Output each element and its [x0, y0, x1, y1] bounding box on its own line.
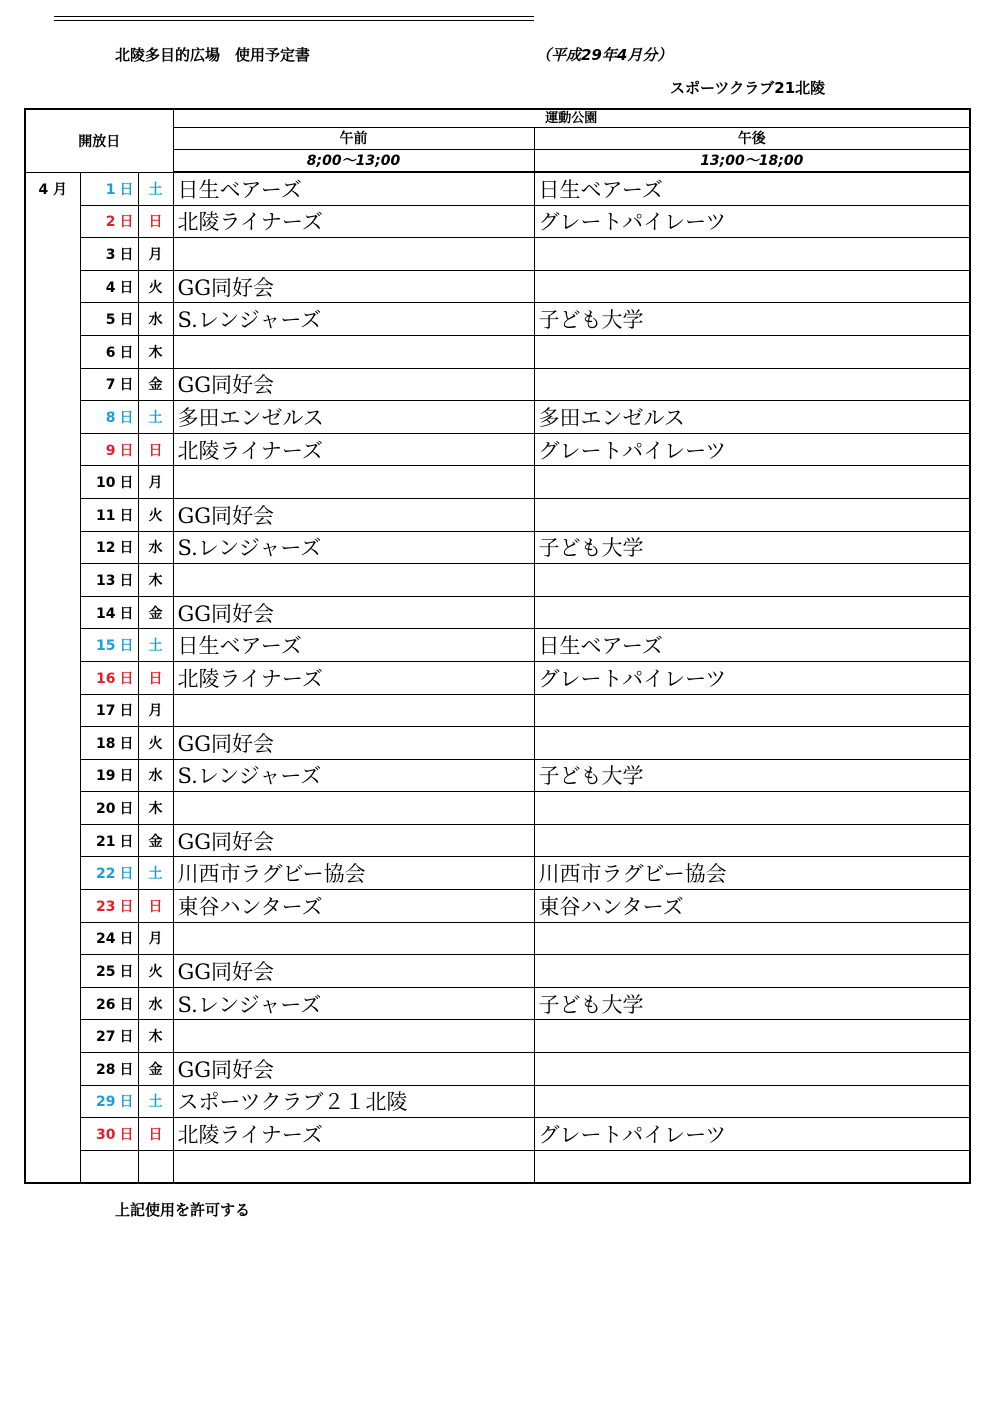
- am-activity-cell: 東谷ハンターズ: [173, 890, 534, 923]
- pm-activity-cell: [534, 792, 970, 825]
- document-title: 北陵多目的広場 使用予定書: [115, 46, 311, 64]
- am-activity-cell: S.レンジャーズ: [173, 531, 534, 564]
- day-number: 15: [96, 638, 116, 655]
- table-row: [25, 564, 970, 597]
- pm-activity-cell: 子ども大学: [534, 987, 970, 1020]
- table-row: [25, 433, 970, 466]
- day-number: 12: [96, 540, 116, 557]
- am-activity-cell: GG同好会: [173, 498, 534, 531]
- pm-activity-cell: [534, 1053, 970, 1086]
- day-number: 23: [96, 898, 116, 915]
- am-activity-cell: GG同好会: [173, 824, 534, 857]
- table-row: [25, 596, 970, 629]
- day-number: 11: [96, 507, 116, 524]
- day-suffix: 日: [119, 1094, 134, 1111]
- pm-activity-cell: [534, 596, 970, 629]
- day-suffix: 日: [119, 866, 134, 883]
- am-activity-cell: [173, 1150, 534, 1183]
- day-number-cell: [80, 1020, 138, 1053]
- am-time-header: 8;00～13;00: [173, 150, 534, 173]
- table-row: [25, 172, 970, 205]
- table-row: [25, 368, 970, 401]
- weekday-cell: 土: [138, 629, 173, 662]
- am-activity-cell: 日生ベアーズ: [173, 629, 534, 662]
- day-number: 9: [105, 442, 116, 459]
- table-row: [25, 270, 970, 303]
- am-activity-cell: 日生ベアーズ: [173, 172, 534, 205]
- weekday-cell: 月: [138, 466, 173, 499]
- day-number-cell: [80, 466, 138, 499]
- pm-activity-cell: 東谷ハンターズ: [534, 890, 970, 923]
- day-number: 13: [96, 572, 116, 589]
- am-activity-cell: [173, 466, 534, 499]
- am-activity-cell: GG同好会: [173, 596, 534, 629]
- weekday-cell: 日: [138, 1118, 173, 1151]
- schedule-table: [24, 108, 971, 1184]
- day-number-cell: [80, 824, 138, 857]
- pm-activity-cell: 子ども大学: [534, 303, 970, 336]
- pm-activity-cell: グレートパイレーツ: [534, 661, 970, 694]
- day-suffix: 日: [119, 931, 134, 948]
- day-number: 6: [105, 344, 116, 361]
- pm-time-header: 13;00～18;00: [534, 150, 970, 173]
- day-number: 21: [96, 833, 116, 850]
- am-header: 午前: [173, 128, 534, 150]
- day-number-cell: [80, 531, 138, 564]
- day-suffix: 日: [119, 638, 134, 655]
- day-number-cell: [80, 335, 138, 368]
- day-number-cell: [80, 172, 138, 205]
- day-suffix: 日: [119, 964, 134, 981]
- am-activity-cell: 川西市ラグビー協会: [173, 857, 534, 890]
- day-suffix: 日: [119, 540, 134, 557]
- day-number-cell: [80, 564, 138, 597]
- day-number: 2: [105, 214, 116, 231]
- table-row: [25, 955, 970, 988]
- day-number-cell: [80, 1118, 138, 1151]
- weekday-cell: 火: [138, 270, 173, 303]
- day-number: 27: [96, 1029, 116, 1046]
- table-row: [25, 857, 970, 890]
- weekday-cell: [138, 1150, 173, 1183]
- weekday-cell: 日: [138, 890, 173, 923]
- am-activity-cell: 北陵ライナーズ: [173, 661, 534, 694]
- day-suffix: 日: [119, 344, 134, 361]
- day-number-cell: [80, 433, 138, 466]
- table-row: [25, 890, 970, 923]
- day-suffix: 日: [119, 312, 134, 329]
- weekday-cell: 月: [138, 238, 173, 271]
- am-activity-cell: [173, 238, 534, 271]
- am-activity-cell: GG同好会: [173, 368, 534, 401]
- day-number: 14: [96, 605, 116, 622]
- weekday-cell: 火: [138, 955, 173, 988]
- day-suffix: 日: [119, 703, 134, 720]
- day-suffix: 日: [119, 279, 134, 296]
- day-suffix: 日: [119, 801, 134, 818]
- day-number-cell: [80, 238, 138, 271]
- day-suffix: 日: [119, 377, 134, 394]
- day-suffix: 日: [119, 605, 134, 622]
- am-activity-cell: GG同好会: [173, 1053, 534, 1086]
- pm-activity-cell: [534, 1085, 970, 1118]
- day-number: 10: [96, 475, 116, 492]
- weekday-cell: 月: [138, 922, 173, 955]
- day-suffix: 日: [119, 181, 134, 198]
- weekday-cell: 金: [138, 368, 173, 401]
- pm-activity-cell: [534, 335, 970, 368]
- day-number-cell: [80, 498, 138, 531]
- organization-name: スポーツクラブ21北陵: [670, 79, 826, 97]
- am-activity-cell: [173, 922, 534, 955]
- day-number: 16: [96, 670, 116, 687]
- day-number: 26: [96, 996, 116, 1013]
- day-number-cell: [80, 955, 138, 988]
- pm-activity-cell: [534, 564, 970, 597]
- table-row: [25, 401, 970, 434]
- weekday-cell: 金: [138, 824, 173, 857]
- day-number-cell: [80, 401, 138, 434]
- table-row: [25, 238, 970, 271]
- day-number-cell: [80, 922, 138, 955]
- day-number-cell: [80, 596, 138, 629]
- pm-activity-cell: [534, 824, 970, 857]
- pm-activity-cell: [534, 1150, 970, 1183]
- am-activity-cell: GG同好会: [173, 955, 534, 988]
- pm-activity-cell: [534, 270, 970, 303]
- day-number-cell: [80, 303, 138, 336]
- day-number-cell: [80, 368, 138, 401]
- pm-activity-cell: [534, 955, 970, 988]
- day-suffix: 日: [119, 475, 134, 492]
- pm-activity-cell: [534, 694, 970, 727]
- pm-activity-cell: 子ども大学: [534, 759, 970, 792]
- table-row: [25, 1118, 970, 1151]
- pm-activity-cell: 子ども大学: [534, 531, 970, 564]
- weekday-cell: 土: [138, 1085, 173, 1118]
- table-row: [25, 303, 970, 336]
- day-number-cell: [80, 727, 138, 760]
- day-suffix: 日: [119, 1061, 134, 1078]
- pm-activity-cell: [534, 922, 970, 955]
- weekday-cell: 金: [138, 1053, 173, 1086]
- day-number: 17: [96, 703, 116, 720]
- day-suffix: 日: [119, 246, 134, 263]
- table-row: [25, 759, 970, 792]
- weekday-cell: 日: [138, 661, 173, 694]
- day-number-cell: [80, 1053, 138, 1086]
- month-cell: 4 月: [25, 172, 80, 1183]
- day-suffix: 日: [119, 670, 134, 687]
- day-suffix: 日: [119, 214, 134, 231]
- pm-activity-cell: [534, 238, 970, 271]
- day-suffix: 日: [119, 572, 134, 589]
- day-number: 24: [96, 931, 116, 948]
- pm-activity-cell: グレートパイレーツ: [534, 1118, 970, 1151]
- day-number: 7: [105, 377, 116, 394]
- am-activity-cell: S.レンジャーズ: [173, 303, 534, 336]
- day-suffix: 日: [119, 1127, 134, 1144]
- am-activity-cell: S.レンジャーズ: [173, 759, 534, 792]
- top-double-rule: [54, 16, 534, 21]
- weekday-cell: 木: [138, 335, 173, 368]
- day-suffix: 日: [119, 442, 134, 459]
- am-activity-cell: スポーツクラブ２１北陵: [173, 1085, 534, 1118]
- am-activity-cell: 北陵ライナーズ: [173, 205, 534, 238]
- day-number-cell: [80, 1085, 138, 1118]
- day-number-cell: [80, 694, 138, 727]
- day-number: 5: [105, 312, 116, 329]
- weekday-cell: 日: [138, 433, 173, 466]
- am-activity-cell: [173, 335, 534, 368]
- pm-activity-cell: 日生ベアーズ: [534, 172, 970, 205]
- day-suffix: 日: [119, 1029, 134, 1046]
- document-period: （平成29年4月分）: [536, 46, 673, 64]
- day-number-cell: [80, 629, 138, 662]
- day-number: 25: [96, 964, 116, 981]
- am-activity-cell: GG同好会: [173, 727, 534, 760]
- day-suffix: 日: [119, 768, 134, 785]
- day-number: 18: [96, 735, 116, 752]
- weekday-cell: 金: [138, 596, 173, 629]
- weekday-cell: 木: [138, 792, 173, 825]
- day-number-cell: [80, 661, 138, 694]
- day-number: 22: [96, 866, 116, 883]
- table-row: [25, 1085, 970, 1118]
- weekday-cell: 木: [138, 564, 173, 597]
- table-row: [25, 1150, 970, 1183]
- am-activity-cell: [173, 694, 534, 727]
- day-number-cell: [80, 270, 138, 303]
- pm-activity-cell: [534, 368, 970, 401]
- pm-activity-cell: 多田エンゼルス: [534, 401, 970, 434]
- day-suffix: 日: [119, 507, 134, 524]
- weekday-cell: 水: [138, 759, 173, 792]
- day-suffix: 日: [119, 735, 134, 752]
- weekday-cell: 日: [138, 205, 173, 238]
- weekday-cell: 木: [138, 1020, 173, 1053]
- am-activity-cell: 多田エンゼルス: [173, 401, 534, 434]
- day-suffix: 日: [119, 996, 134, 1013]
- open-day-header: 開放日: [25, 109, 173, 172]
- day-number-cell: [80, 1150, 138, 1183]
- day-number: 20: [96, 801, 116, 818]
- table-row: [25, 922, 970, 955]
- day-suffix: 日: [119, 833, 134, 850]
- weekday-cell: 土: [138, 857, 173, 890]
- pm-activity-cell: グレートパイレーツ: [534, 433, 970, 466]
- day-suffix: 日: [119, 409, 134, 426]
- am-activity-cell: 北陵ライナーズ: [173, 433, 534, 466]
- day-number: 1: [105, 181, 116, 198]
- weekday-cell: 火: [138, 727, 173, 760]
- pm-activity-cell: [534, 1020, 970, 1053]
- weekday-cell: 土: [138, 401, 173, 434]
- facility-header: 運動公園: [173, 109, 970, 128]
- table-row: [25, 466, 970, 499]
- day-number-cell: [80, 987, 138, 1020]
- pm-activity-cell: [534, 466, 970, 499]
- pm-header: 午後: [534, 128, 970, 150]
- am-activity-cell: [173, 1020, 534, 1053]
- weekday-cell: 水: [138, 987, 173, 1020]
- pm-activity-cell: [534, 498, 970, 531]
- day-number: 29: [96, 1094, 116, 1111]
- table-row: [25, 205, 970, 238]
- table-row: [25, 987, 970, 1020]
- day-number: 30: [96, 1127, 116, 1144]
- table-row: [25, 531, 970, 564]
- table-row: [25, 629, 970, 662]
- day-number-cell: [80, 857, 138, 890]
- day-number: 8: [105, 409, 116, 426]
- pm-activity-cell: 川西市ラグビー協会: [534, 857, 970, 890]
- approval-note: 上記使用を許可する: [115, 1201, 251, 1219]
- table-row: [25, 792, 970, 825]
- table-row: [25, 498, 970, 531]
- am-activity-cell: GG同好会: [173, 270, 534, 303]
- weekday-cell: 火: [138, 498, 173, 531]
- table-row: [25, 1053, 970, 1086]
- day-number: 4: [105, 279, 116, 296]
- weekday-cell: 土: [138, 172, 173, 205]
- table-row: [25, 1020, 970, 1053]
- table-row: [25, 661, 970, 694]
- pm-activity-cell: 日生ベアーズ: [534, 629, 970, 662]
- pm-activity-cell: グレートパイレーツ: [534, 205, 970, 238]
- day-number: 3: [105, 246, 116, 263]
- table-row: [25, 335, 970, 368]
- day-number-cell: [80, 890, 138, 923]
- day-suffix: 日: [119, 898, 134, 915]
- weekday-cell: 月: [138, 694, 173, 727]
- table-row: [25, 824, 970, 857]
- am-activity-cell: 北陵ライナーズ: [173, 1118, 534, 1151]
- day-number: 28: [96, 1061, 116, 1078]
- weekday-cell: 水: [138, 531, 173, 564]
- am-activity-cell: [173, 792, 534, 825]
- am-activity-cell: S.レンジャーズ: [173, 987, 534, 1020]
- table-row: [25, 694, 970, 727]
- am-activity-cell: [173, 564, 534, 597]
- day-number-cell: [80, 792, 138, 825]
- day-number: 19: [96, 768, 116, 785]
- table-row: [25, 727, 970, 760]
- pm-activity-cell: [534, 727, 970, 760]
- day-number-cell: [80, 759, 138, 792]
- day-number-cell: [80, 205, 138, 238]
- weekday-cell: 水: [138, 303, 173, 336]
